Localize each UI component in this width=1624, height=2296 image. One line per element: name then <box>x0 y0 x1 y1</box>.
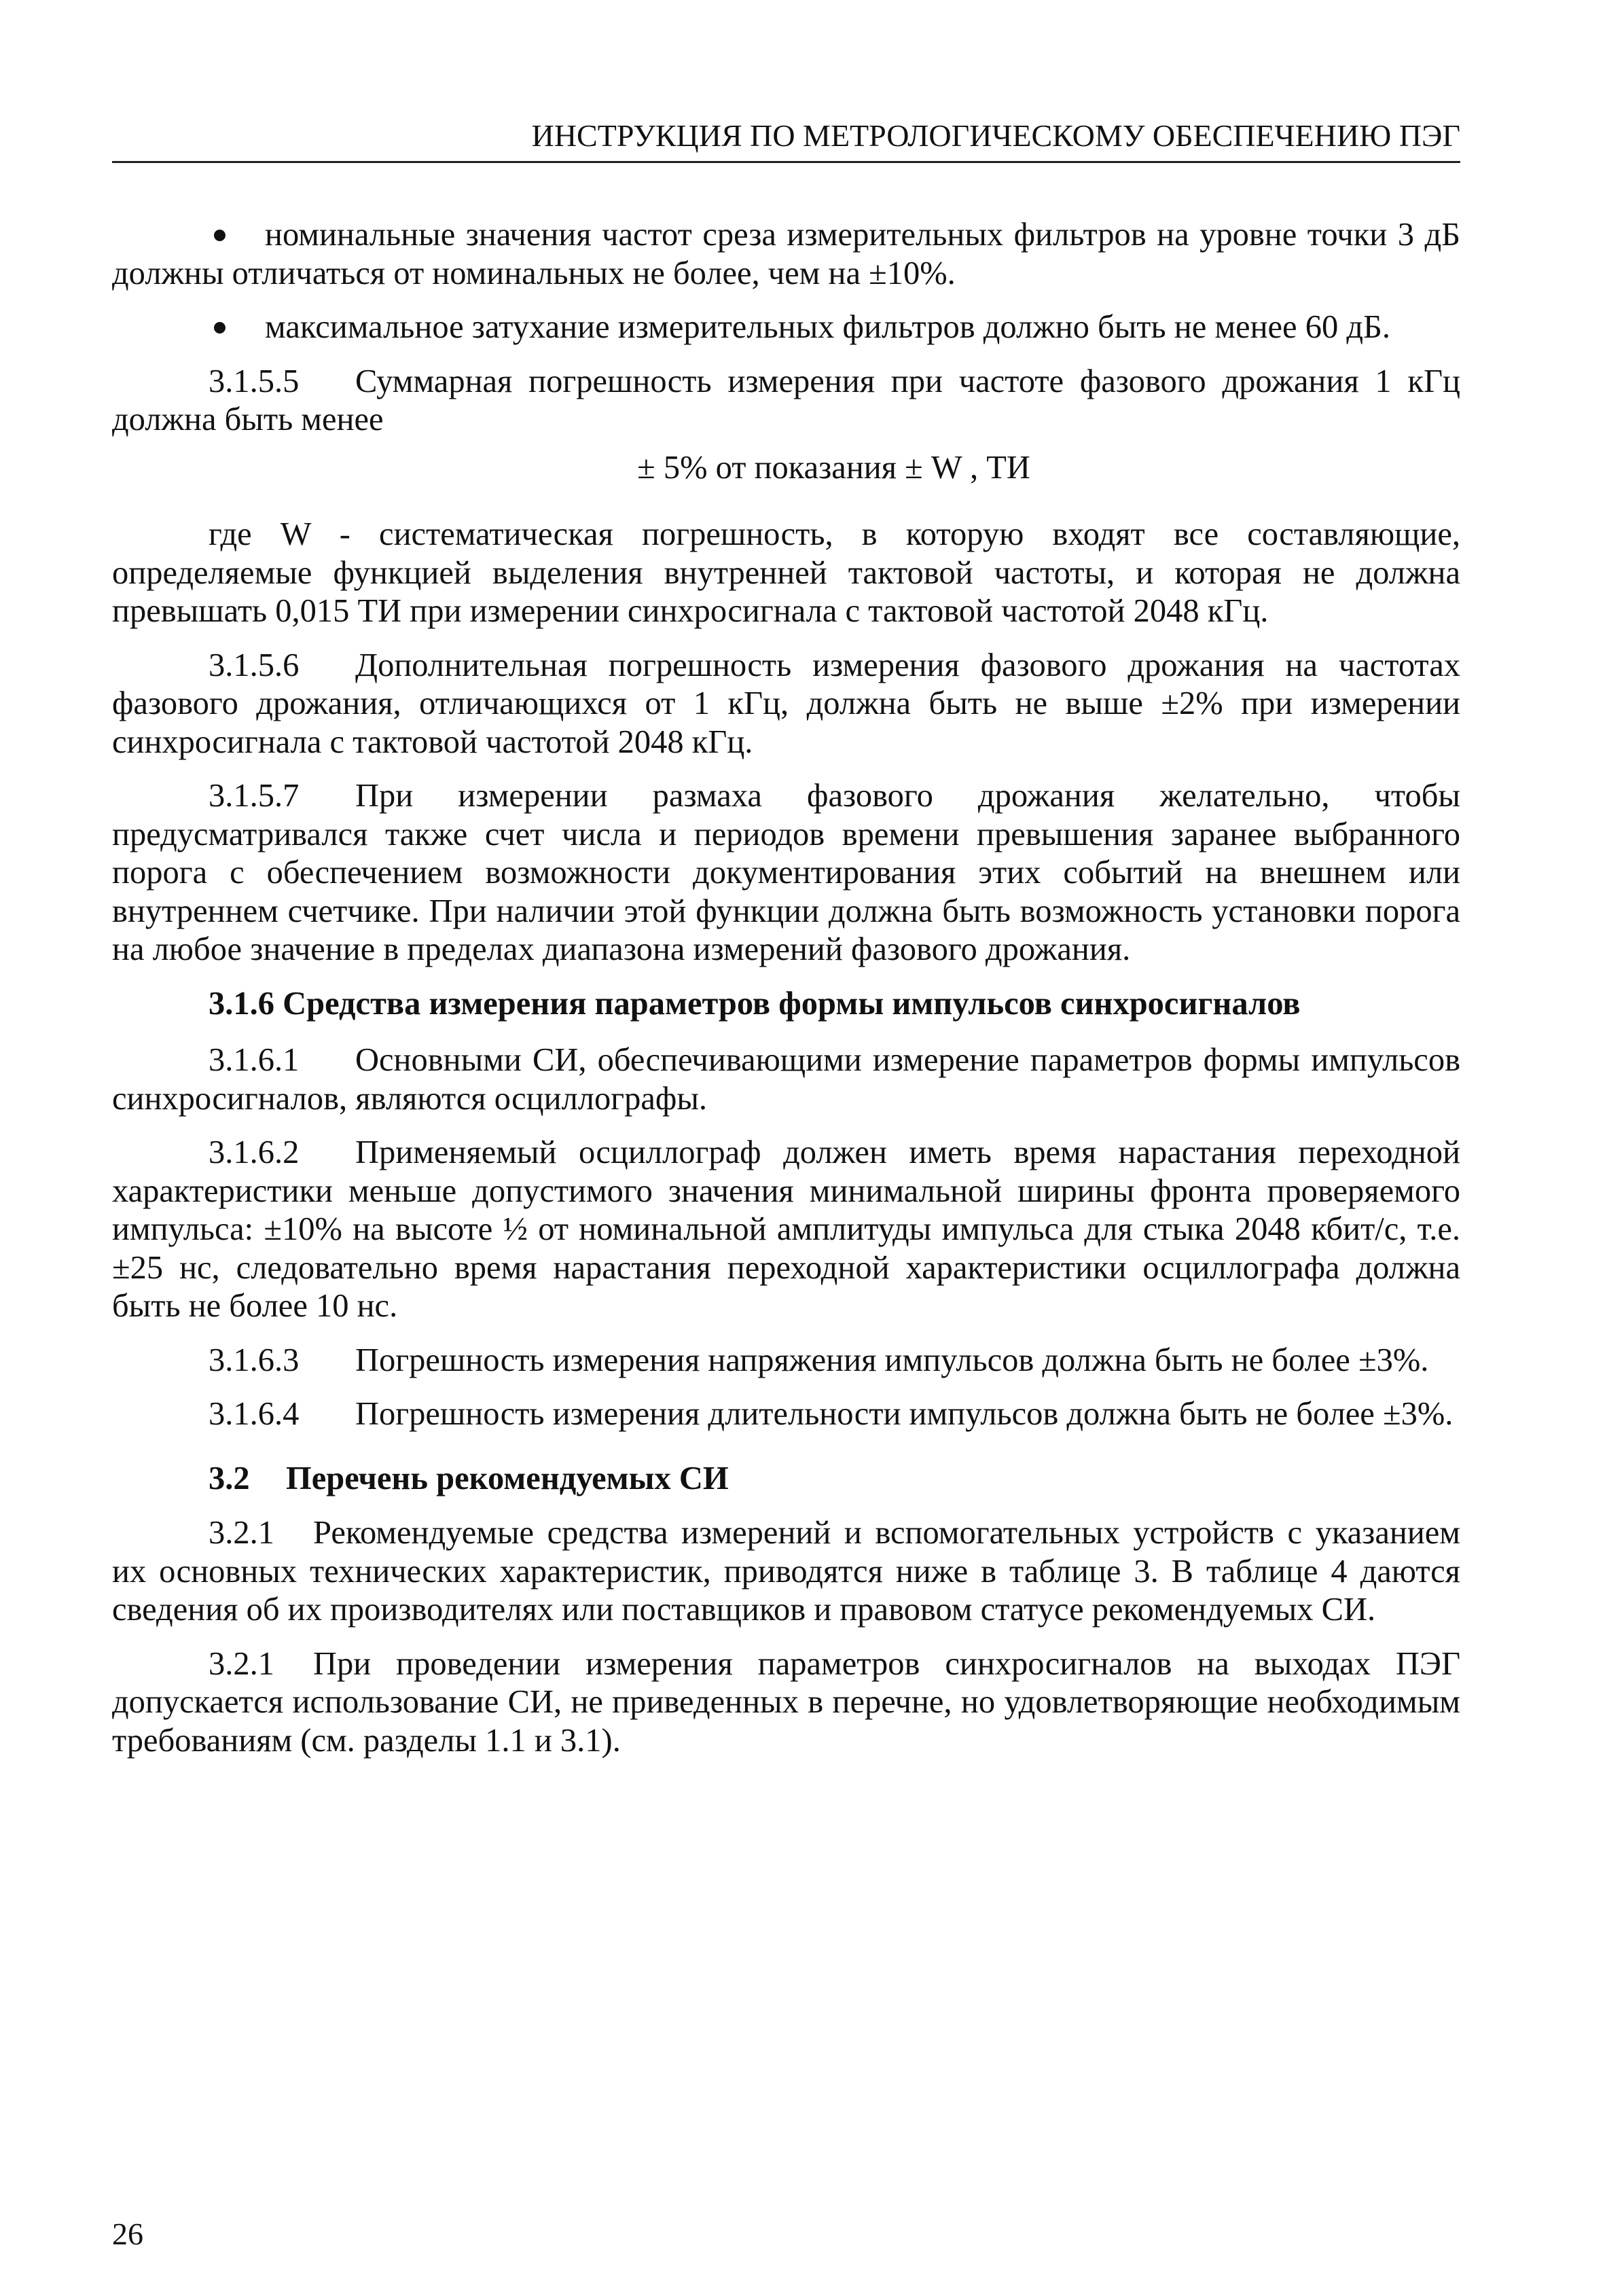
paragraph-3-1-6-2: 3.1.6.2 Применяемый осциллограф должен иметь время нарастания переходной характеристики меньше допустимого значения минимальной ширины фронта проверяемого импульса: ±10% на высоте ½ от номинальной амплитуды импульса для стыка 2048 кбит/с, т.е. ±25 нс, следовательно время нарастания переходной характеристики осциллографа должна быть не более 10 нс. <box>112 1134 1460 1324</box>
paragraph-3-1-5-7: 3.1.5.7 При измерении размаха фазового дрожания желательно, чтобы предусматривался также счет числа и периодов времени превышения заранее выбранного порога с обеспечением возможности документирования этих событий на внешнем или внутреннем счетчике. При наличии этой функции должна быть возможность установки порога на любое значение в пределах диапазона измерений фазового дрожания. <box>112 778 1460 967</box>
paragraph-3-1-6-1: 3.1.6.1 Основными СИ, обеспечивающими измерение параметров формы импульсов синхросигналов, являются осциллографы. <box>112 1042 1460 1117</box>
bullet-item: номинальные значения частот среза измерительных фильтров на уровне точки 3 дБ должны отличаться от номинальных не более, чем на ±10%. <box>112 217 1460 291</box>
paragraph-3-1-5-5: 3.1.5.5 Суммарная погрешность измерения при частоте фазового дрожания 1 кГц должна быть менее <box>112 363 1460 437</box>
bullet-item: максимальное затухание измерительных фильтров должно быть не менее 60 дБ. <box>112 308 1460 347</box>
formula: ± 5% от показания ± W , ТИ <box>637 449 1030 486</box>
paragraph-3-1-6-4: 3.1.6.4 Погрешность измерения длительности импульсов должна быть не более ±3%. <box>209 1396 1454 1432</box>
paragraph-where: где W - систематическая погрешность, в которую входят все составляющие, определяемые функцией выделения внутренней тактовой частоты, и которая не должна превышать 0,015 ТИ при измерении синхросигнала с тактовой частотой 2048 кГц. <box>112 516 1460 629</box>
running-header: ИНСТРУКЦИЯ ПО МЕТРОЛОГИЧЕСКОМУ ОБЕСПЕЧЕНИЮ ПЭГ <box>112 117 1460 163</box>
paragraph-3-2-1-second: 3.2.1 При проведении измерения параметров синхросигналов на выходах ПЭГ допускается использование СИ, не приведенных в перечне, но удовлетворяющие необходимым требованиям (см. разделы 1.1 и 3.1). <box>112 1645 1460 1759</box>
paragraph-3-1-6-3: 3.1.6.3 Погрешность измерения напряжения импульсов должна быть не более ±3%. <box>209 1342 1429 1378</box>
bullet-icon <box>214 230 225 241</box>
body-text <box>112 216 1460 1776</box>
page-number: 26 <box>112 2217 143 2251</box>
bullet-icon <box>214 322 225 334</box>
paragraph-3-2-1: 3.2.1 Рекомендуемые средства измерений и вспомогательных устройств с указанием их основных технических характеристик, приводятся ниже в таблице 3. В таблице 4 даются сведения об их производителях или поставщиков и правовом статусе рекомендуемых СИ. <box>112 1515 1460 1628</box>
paragraph-3-1-5-6: 3.1.5.6 Дополнительная погрешность измерения фазового дрожания на частотах фазового дрожания, отличающихся от 1 кГц, должна быть не выше ±2% при измерении синхросигнала с тактовой частотой 2048 кГц. <box>112 647 1460 760</box>
section-heading-3-1-6: 3.1.6 Средства измерения параметров формы импульсов синхросигналов <box>209 985 1301 1022</box>
section-heading-3-2: 3.2 Перечень рекомендуемых СИ <box>209 1460 729 1496</box>
